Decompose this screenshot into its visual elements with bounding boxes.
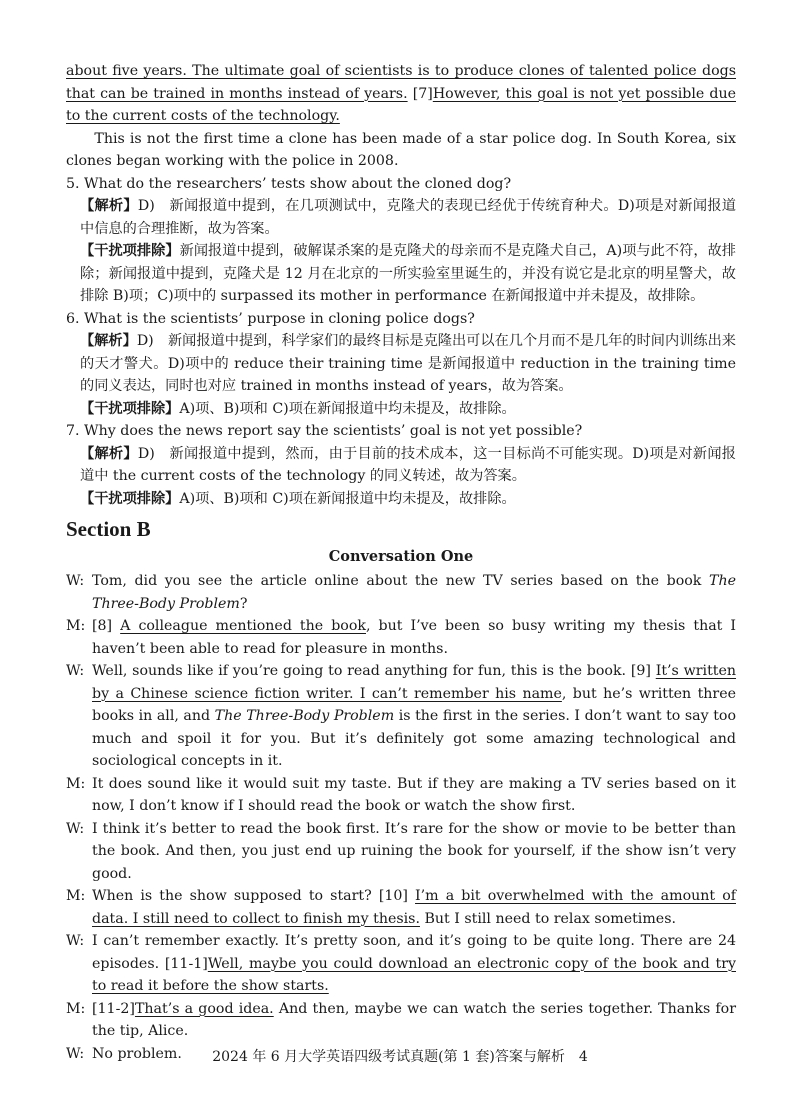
conversation-title: Conversation One — [328, 548, 474, 565]
underlined-text: about five years. The ultimate goal of scientists is to produce clones of talented police dogs that can be trained in months instead of years. — [66, 63, 736, 102]
speaker: M: — [66, 775, 86, 792]
distractor-analysis — [66, 488, 736, 511]
utterance: When is the show supposed to start? [10] I’m a bit overwhelmed with the amount of data. I still need to collect to finish my thesis. But I still need to relax sometimes. — [92, 888, 736, 927]
utterance: I can’t remember exactly. It’s pretty soon, and it’s going to be quite long. There are 24 episodes. [11-1]Well, maybe you could download an electronic copy of the book and try to read it before the show starts. — [92, 933, 736, 994]
dialogue-line — [66, 615, 736, 660]
speaker: W: — [66, 573, 85, 589]
analysis-tag: 【解析】 — [80, 445, 138, 462]
dialogue-line — [66, 570, 736, 615]
utterance: It does sound like it would suit my taste. But if they are making a TV series based on it now, I don’t know if I should read the book or watch the show first. — [92, 775, 736, 814]
speaker: W: — [66, 933, 85, 949]
marker: [9] — [630, 663, 651, 679]
marker: [8] — [92, 618, 113, 634]
distractor-analysis — [66, 398, 736, 421]
marker: [11-1] — [164, 955, 208, 972]
underlined-text: That’s a good idea. — [134, 1000, 274, 1017]
speaker: W: — [66, 820, 85, 837]
analysis-text: D) 新闻报道中提到，然而，由于目前的技术成本，这一目标尚不可能实现。D)项是对新闻报道中 the current costs of the technology 的同义转述，故为答案。 — [80, 445, 736, 484]
analysis — [66, 195, 736, 240]
question-text: 7. Why does the news report say the scientists’ goal is not yet possible? — [66, 423, 583, 439]
utterance: I think it’s better to read the book first. It’s rare for the show or movie to be better than the book. And then, you just end up ruining the book for yourself, if the show isn’t very good. — [92, 820, 736, 882]
question-6 — [66, 308, 736, 421]
marker: [7] — [412, 85, 433, 102]
distractor-analysis — [66, 240, 736, 308]
marker: [10] — [378, 888, 408, 904]
distractor-tag: 【干扰项排除】 — [80, 243, 180, 259]
analysis-tag: 【解析】 — [80, 333, 137, 349]
utterance: [8] A colleague mentioned the book, but I’ve been so busy writing my thesis that I haven’t been able to read for pleasure in months. — [92, 618, 737, 657]
passage-paragraph-1 — [66, 60, 736, 128]
analysis — [66, 443, 736, 488]
underlined-text: A colleague mentioned the book — [120, 618, 366, 634]
dialogue-line — [66, 660, 736, 773]
underlined-text: Well, maybe you could download an electronic copy of the book and try to read it before the show starts. — [92, 955, 736, 994]
utterance: Well, sounds like if you’re going to read anything for fun, this is the book. [9] It’s written by a Chinese science fiction writer. I can’t remember his name, but he’s written three books in all, and The Three-Body Problem is the first in the series. I don’t want to say too much and spoil it for you. But it’s definitely got some amazing technological and sociological concepts in it. — [92, 663, 737, 769]
underlined-text: I’m a bit overwhelmed with the amount of data. I still need to collect to finish my thesis. — [92, 888, 736, 927]
speaker: W: — [66, 663, 85, 679]
question-text: 5. What do the researchers’ tests show about the cloned dog? — [66, 175, 512, 192]
distractor-tag: 【干扰项排除】 — [80, 400, 180, 417]
analysis-text: D) 新闻报道中提到，在几项测试中，克隆犬的表现已经优于传统育种犬。D)项是对新闻报道中信息的合理推断，故为答案。 — [80, 198, 736, 237]
marker: [11-2] — [92, 1000, 135, 1017]
speaker: M: — [66, 618, 86, 634]
distractor-tag: 【干扰项排除】 — [80, 490, 180, 507]
speaker: M: — [66, 1000, 86, 1017]
page-content — [66, 60, 736, 1065]
question-text: 6. What is the scientists’ purpose in cloning police dogs? — [66, 310, 475, 327]
utterance: Tom, did you see the article online about the new TV series based on the book The Three-Body Problem? — [92, 573, 736, 612]
distractor-text: A)项、B)项和 C)项在新闻报道中均未提及，故排除。 — [179, 400, 516, 417]
analysis-text: D) 新闻报道中提到，科学家们的最终目标是克隆出可以在几个月而不是几年的时间内训练出来的天才警犬。D)项中的 reduce their training time 是新闻报道中 reduction in the training time 的同义表达，同时也对应 trained in months instead of years，故为答案。 — [80, 333, 736, 394]
dialogue-line — [66, 773, 736, 818]
utterance: No problem. — [92, 1045, 182, 1062]
distractor-text: A)项、B)项和 C)项在新闻报道中均未提及，故排除。 — [179, 490, 516, 507]
book-title: The Three-Body Problem — [214, 708, 395, 724]
speaker: W: — [66, 1045, 85, 1062]
underlined-text: However, this goal is not yet possible due to the current costs of the technology. — [66, 85, 736, 124]
dialogue-line — [66, 998, 736, 1043]
question-5 — [66, 173, 736, 308]
dialogue-line — [66, 930, 736, 998]
analysis-tag: 【解析】 — [80, 198, 138, 214]
underlined-text: It’s written by a Chinese science fiction writer. I can’t remember his name — [92, 663, 737, 702]
dialogue-line — [66, 885, 736, 930]
passage-paragraph-2: This is not the first time a clone has been made of a star police dog. In South Korea, six clones began working with the police in 2008. — [66, 130, 736, 169]
distractor-text: 新闻报道中提到，破解谋杀案的是克隆犬的母亲而不是克隆犬自己，A)项与此不符，故排除；新闻报道中提到，克隆犬是 12 月在北京的一所实验室里诞生的，并没有说它是北京的明星警犬，故排除 B)项；C)项中的 surpassed its mother in performance 在新闻报道中并未提及，故排除。 — [80, 243, 736, 304]
book-title: The Three-Body Problem — [92, 573, 736, 612]
page-footer: 2024 年 6 月大学英语四级考试真题(第 1 套)答案与解析 4 — [212, 1049, 588, 1065]
question-7 — [66, 420, 736, 510]
section-title: Section B — [66, 517, 151, 541]
speaker: M: — [66, 888, 86, 904]
utterance: [11-2]That’s a good idea. And then, maybe we can watch the series together. Thanks for the tip, Alice. — [92, 1000, 736, 1039]
dialogue-line — [66, 818, 736, 886]
analysis — [66, 330, 736, 398]
